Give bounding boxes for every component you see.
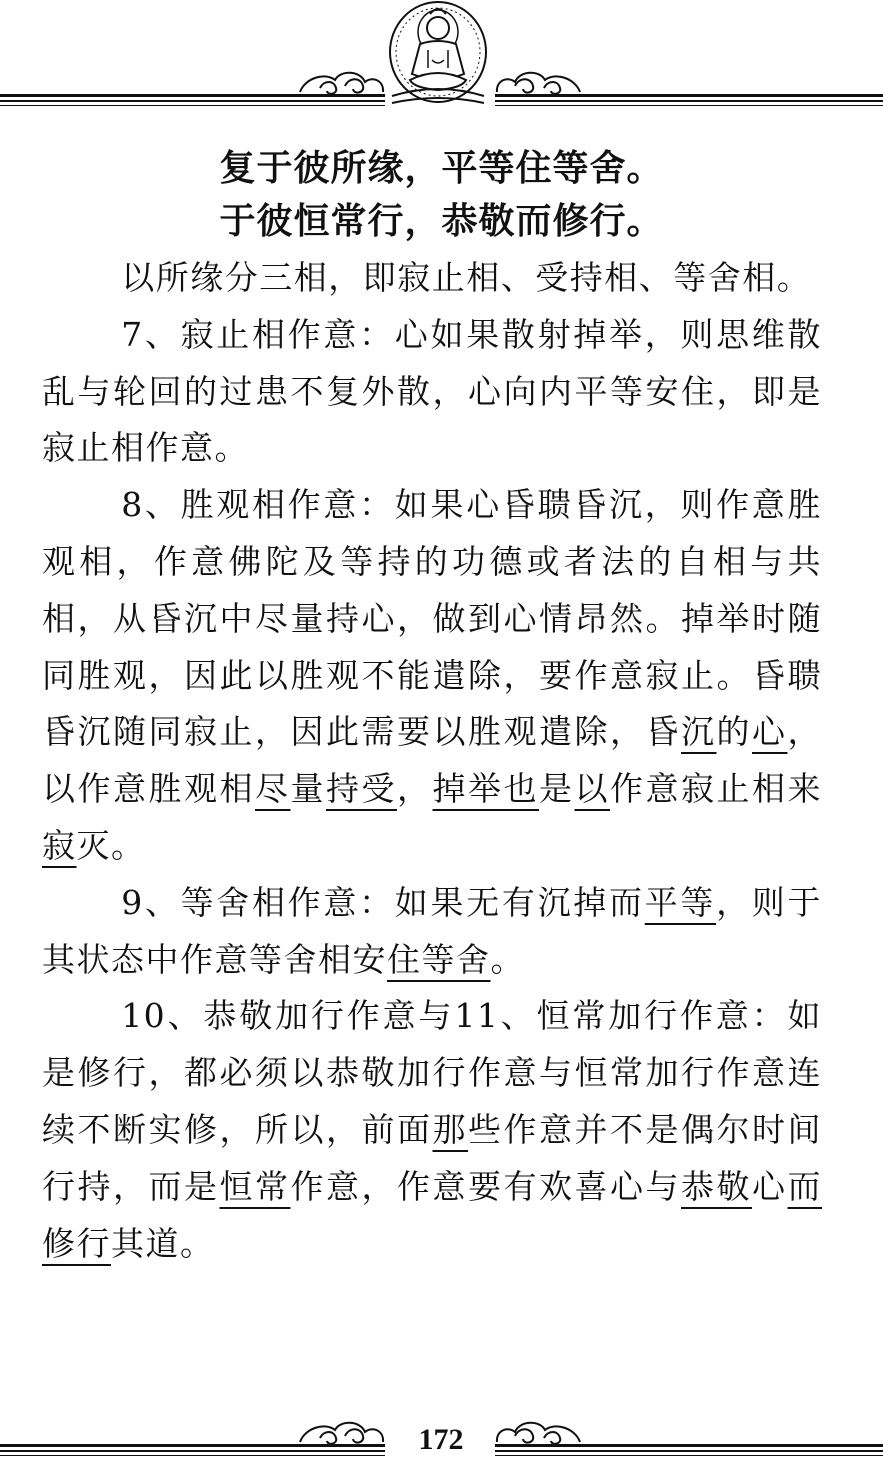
verse-line-1: 复于彼所缘，平等住等舍。 <box>219 148 664 189</box>
text-segment: 其道。 <box>111 1223 215 1263</box>
cloud-scroll-icon <box>497 73 580 94</box>
underlined-text: 以 <box>574 769 610 809</box>
footer-rule-right <box>495 1444 883 1456</box>
page-header-ornament <box>0 0 883 115</box>
text-segment: 作意寂止相来 <box>610 769 822 809</box>
commentary-paragraph <box>42 988 822 1272</box>
text-segment: 7、寂止相作意：心如果散射掉举，则思维散乱与轮回的过患不复外散，心向内平等安住，即是寂止相作意。 <box>42 314 822 468</box>
underlined-text: 沉 <box>681 712 717 752</box>
text-segment: 是 <box>539 769 575 809</box>
underlined-text: 心 <box>752 712 788 752</box>
verse-line-2: 于彼恒常行，恭敬而修行。 <box>219 201 664 242</box>
commentary-body <box>42 250 822 1272</box>
text-segment: 量 <box>290 769 326 809</box>
text-segment: 。 <box>490 939 525 979</box>
underlined-text: 住等舍 <box>387 939 491 979</box>
text-segment: ，以作意胜观相 <box>42 712 822 809</box>
buddha-emblem-icon <box>390 2 486 103</box>
text-segment: 8、胜观相作意：如果心昏聩昏沉，则作意胜观相，作意佛陀及等持的功德或者法的自相与共相，从昏沉中尽量持心，做到心情昂然。掉举时随同胜观，因此以胜观不能遣除，要作意寂止。昏聩昏沉随同寂止，因此需要以胜观遣除，昏 <box>42 485 822 752</box>
text-segment: 心 <box>752 1166 788 1206</box>
text-segment: 作意，作意要有欢喜心与 <box>290 1166 681 1206</box>
commentary-paragraph <box>42 250 822 307</box>
underlined-text: 恒常 <box>219 1166 291 1206</box>
underlined-text: 而修行 <box>42 1166 822 1263</box>
cloud-scroll-icon <box>497 1423 580 1444</box>
underlined-text: 恭敬 <box>681 1166 752 1206</box>
page-number: 172 <box>418 1423 464 1456</box>
underlined-text: 持受 <box>326 769 397 809</box>
text-segment: ，则于其状态中作意等舍相安 <box>42 882 823 979</box>
cloud-scroll-icon <box>300 73 383 94</box>
text-segment: 灭。 <box>76 825 146 865</box>
underlined-text: 平等 <box>644 882 717 922</box>
commentary-paragraph <box>42 875 822 989</box>
text-segment: 以所缘分三相，即寂止相、受持相、等舍相。 <box>121 258 812 297</box>
text-segment: ， <box>397 769 433 809</box>
commentary-paragraph <box>42 307 822 477</box>
text-segment: 9、等舍相作意：如果无有沉掉而 <box>121 882 645 922</box>
text-segment: 些作意并不是偶尔时间行持，而是 <box>42 1109 822 1206</box>
underlined-text: 寂 <box>42 825 77 865</box>
text-segment: 的 <box>716 712 752 752</box>
commentary-paragraph <box>42 477 822 875</box>
text-segment: 10、恭敬加行作意与11、恒常加行作意：如是修行，都必须以恭敬加行作意与恒常加行作意连续不断实修，所以，前面 <box>42 996 822 1149</box>
footer-rule-left <box>0 1444 385 1456</box>
underlined-text: 掉举也 <box>432 769 539 809</box>
header-rule-right <box>495 94 883 106</box>
header-rule-left <box>0 94 385 106</box>
underlined-text: 尽 <box>255 769 291 809</box>
underlined-text: 那 <box>432 1109 468 1149</box>
cloud-scroll-icon <box>300 1423 383 1444</box>
